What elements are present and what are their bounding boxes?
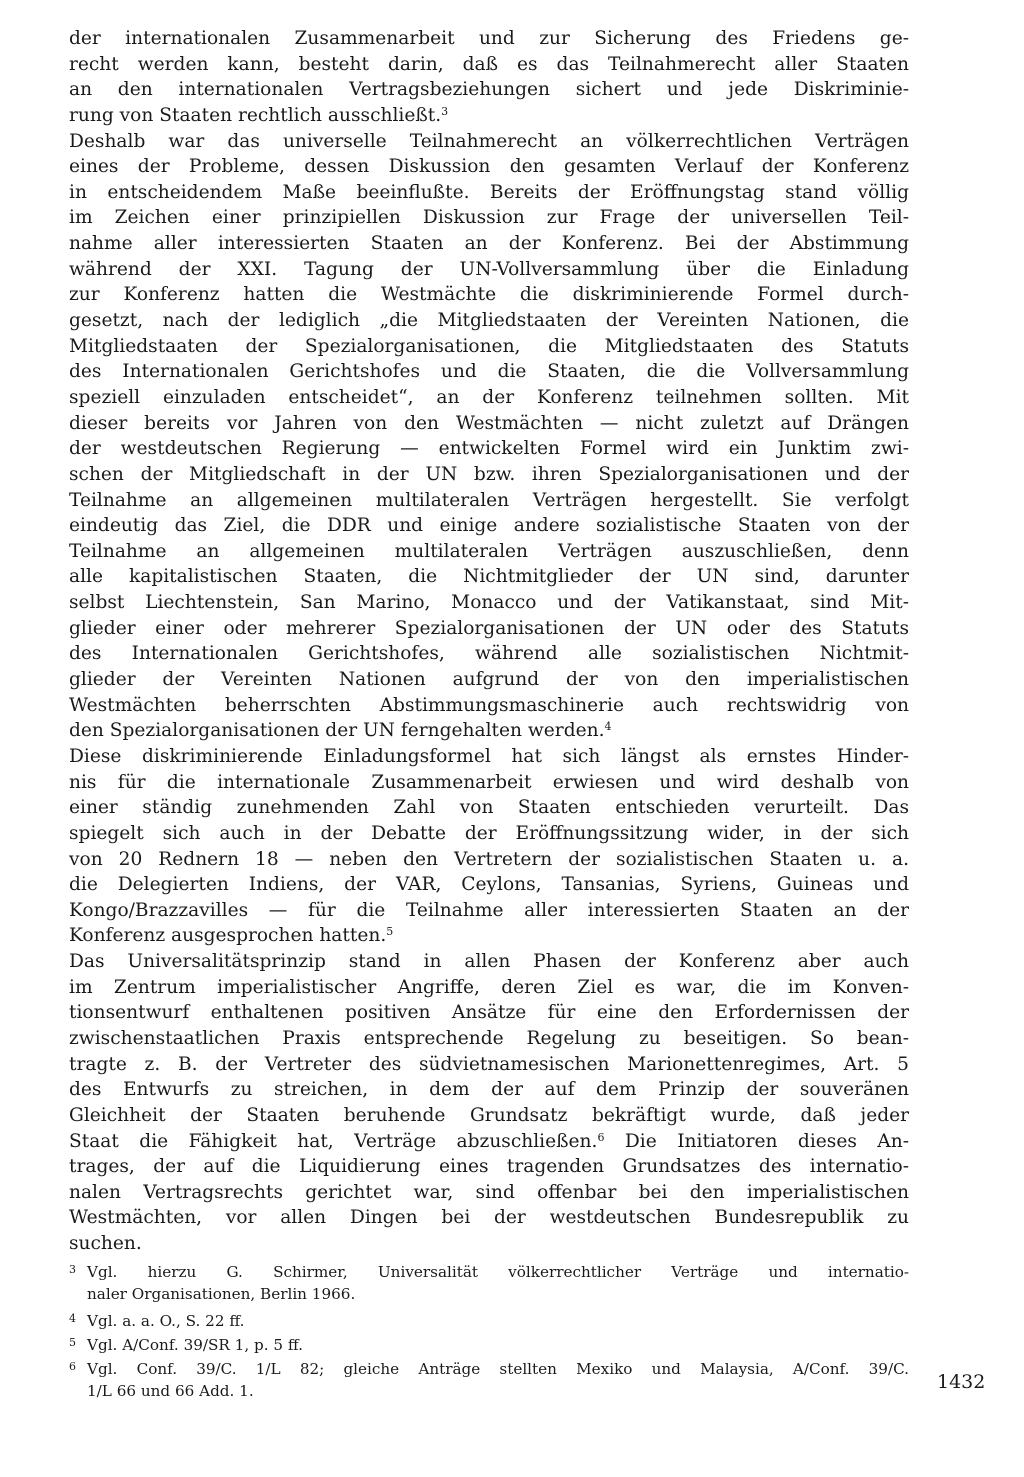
footnotes [69, 1258, 909, 1404]
text-line [69, 129, 909, 155]
page-number: 1432 [937, 1371, 986, 1393]
text-line [69, 411, 909, 437]
text-line-content: der westdeutschen Regierung — entwickelten Formel wird ein Junktim zwi- [69, 438, 909, 460]
text-line [69, 693, 909, 719]
footnote-line [69, 1355, 909, 1379]
text-line [69, 590, 909, 616]
text-line [69, 488, 909, 514]
text-line [69, 847, 909, 873]
text-line-content: rung von Staaten rechtlich ausschließt. [69, 104, 442, 126]
text-line-content: nalen Vertragsrechts gerichtet war, sind offenbar bei den imperialistischen [69, 1181, 909, 1203]
text-line-content: zwischenstaatlichen Praxis entsprechende Regelung zu beseitigen. So bean- [69, 1027, 909, 1049]
text-line [69, 744, 909, 770]
text-line [69, 308, 909, 334]
text-line [69, 180, 909, 206]
text-line-content: der internationalen Zusammenarbeit und zur Sicherung des Friedens ge- [69, 28, 909, 49]
text-line-content: Deshalb war das universelle Teilnahmerecht an völkerrechtlichen Verträgen [69, 130, 909, 152]
footnote-reference: 6 [597, 1130, 605, 1144]
text-line-content: Konferenz ausgesprochen hatten. [69, 925, 387, 947]
text-line-content: eines der Probleme, dessen Diskussion den gesamten Verlauf der Konferenz [69, 156, 909, 178]
text-line [69, 1231, 909, 1257]
text-line [69, 539, 909, 565]
text-line-content: des Internationalen Gerichtshofes und die Staaten, die die Vollversammlung [69, 361, 909, 383]
text-line-content: die Delegierten Indiens, der VAR, Ceylons, Tansanias, Syriens, Guineas und [69, 874, 909, 896]
footnote-number: 5 [69, 1335, 76, 1349]
footnote-reference: 4 [604, 720, 612, 734]
text-line-content: Teilnahme an allgemeinen multilateralen Verträgen hergestellt. Sie verfolgt [69, 489, 909, 511]
text-line [69, 1103, 909, 1129]
footnote-line [69, 1282, 909, 1306]
text-line [69, 1052, 909, 1078]
text-line [69, 1180, 909, 1206]
text-line-content: trages, der auf die Liquidierung eines tragenden Grundsatzes des internatio- [69, 1156, 909, 1178]
text-line-content: von 20 Rednern 18 — neben den Vertretern der sozialistischen Staaten u. a. [69, 848, 909, 870]
footnote-text: naler Organisationen, Berlin 1966. [87, 1285, 356, 1304]
text-line [69, 436, 909, 462]
text-line-content: speziell einzuladen entscheidet“, an der Konferenz teilnehmen sollten. Mit [69, 386, 909, 408]
text-line [69, 616, 909, 642]
text-line [69, 949, 909, 975]
text-line [69, 718, 909, 744]
text-line-content: des Entwurfs zu streichen, in dem der auf dem Prinzip der souveränen [69, 1079, 909, 1101]
footnote-reference: 5 [386, 925, 394, 939]
text-line [69, 513, 909, 539]
text-line [69, 564, 909, 590]
text-line-content: des Internationalen Gerichtshofes, während alle sozialistischen Nichtmit- [69, 643, 909, 665]
text-line [69, 282, 909, 308]
footnote-text: Vgl. Conf. 39/C. 1/L 82; gleiche Anträge stellten Mexiko und Malaysia, A/Conf. 39/C. [87, 1360, 909, 1379]
text-line-content: einer ständig zunehmenden Zahl von Staaten entschieden verurteilt. Das [69, 797, 909, 819]
text-line [69, 385, 909, 411]
text-line [69, 26, 909, 52]
text-line-content: schen der Mitgliedschaft in der UN bzw. ihren Spezialorganisationen und der [69, 463, 909, 485]
text-line-content: nis für die internationale Zusammenarbeit erwiesen und wird deshalb von [69, 771, 909, 793]
footnote-number: 3 [69, 1263, 76, 1276]
text-line-content: suchen. [69, 1233, 142, 1255]
text-line-content: gesetzt, nach der lediglich „die Mitgliedstaaten der Vereinten Nationen, die [69, 310, 909, 332]
text-line [69, 923, 909, 949]
text-line-content: glieder der Vereinten Nationen aufgrund der von den imperialistischen [69, 669, 909, 691]
footnote-number: 6 [69, 1360, 76, 1374]
text-line [69, 52, 909, 78]
text-line-content: eindeutig das Ziel, die DDR und einige andere sozialistische Staaten von der [69, 515, 909, 537]
text-line [69, 154, 909, 180]
text-line-content: alle kapitalistischen Staaten, die Nichtmitglieder der UN sind, darunter [69, 566, 909, 588]
footnote-line [69, 1331, 909, 1355]
text-line-content: zur Konferenz hatten die Westmächte die diskriminierende Formel durch- [69, 284, 909, 306]
footnote-line [69, 1258, 909, 1282]
footnote-text: Vgl. A/Conf. 39/SR 1, p. 5 ff. [87, 1335, 303, 1354]
text-line [69, 872, 909, 898]
text-line [69, 1205, 909, 1231]
text-line-content: in entscheidendem Maße beeinflußte. Bereits der Eröffnungstag stand völlig [69, 181, 909, 203]
text-line-content: dieser bereits vor Jahren von den Westmächten — nicht zuletzt auf Drängen [69, 412, 909, 434]
text-line [69, 205, 909, 231]
text-line-content: selbst Liechtenstein, San Marino, Monacco und der Vatikanstaat, sind Mit- [69, 592, 909, 614]
text-line [69, 1154, 909, 1180]
text-line-content: im Zentrum imperialistischer Angriffe, deren Ziel es war, die im Konven- [69, 976, 909, 998]
text-line [69, 1077, 909, 1103]
footnote-reference: 3 [441, 104, 449, 118]
text-line-content: Westmächten beherrschten Abstimmungsmaschinerie auch rechtswidrig von [69, 694, 909, 716]
text-line-content: Westmächten, vor allen Dingen bei der westdeutschen Bundesrepublik zu [69, 1207, 909, 1229]
text-line [69, 1000, 909, 1026]
text-line-content: Gleichheit der Staaten beruhende Grundsatz bekräftigt wurde, daß jeder [69, 1104, 909, 1126]
text-line-content: tionsentwurf enthaltenen positiven Ansätze für eine den Erfordernissen der [69, 1002, 909, 1024]
footnote-line [69, 1307, 909, 1331]
text-line-content: recht werden kann, besteht darin, daß es das Teilnahmerecht aller Staaten [69, 53, 909, 75]
text-line [69, 770, 909, 796]
text-line-content: Mitgliedstaaten der Spezialorganisationen, die Mitgliedstaaten des Statuts [69, 335, 909, 357]
footnote-line [69, 1379, 909, 1403]
text-line [69, 334, 909, 360]
text-line [69, 257, 909, 283]
text-line [69, 641, 909, 667]
text-line-content: glieder einer oder mehrerer Spezialorganisationen der UN oder des Statuts [69, 617, 909, 639]
text-line-content: nahme aller interessierten Staaten an der Konferenz. Bei der Abstimmung [69, 233, 909, 255]
text-line-content: Kongo/Brazzavilles — für die Teilnahme aller interessierten Staaten an der [69, 899, 909, 921]
footnote-number: 4 [69, 1311, 76, 1325]
text-line-content: Teilnahme an allgemeinen multilateralen Verträgen auszuschließen, denn [69, 540, 909, 562]
text-line-content: den Spezialorganisationen der UN ferngehalten werden. [69, 720, 605, 742]
text-line [69, 1129, 909, 1155]
text-line [69, 462, 909, 488]
text-line-tail: Die Initiatoren dieses An- [604, 1130, 909, 1152]
text-line [69, 898, 909, 924]
footnote-text: Vgl. hierzu G. Schirmer, Universalität völkerrechtlicher Verträge und internatio- [87, 1263, 909, 1281]
text-line [69, 231, 909, 257]
footnote-text: 1/L 66 und 66 Add. 1. [87, 1382, 254, 1401]
text-line-content: Staat die Fähigkeit hat, Verträge abzuschließen. [69, 1130, 598, 1152]
text-line-content: spiegelt sich auch in der Debatte der Eröffnungssitzung wider, in der sich [69, 822, 909, 844]
text-line [69, 359, 909, 385]
text-line [69, 795, 909, 821]
text-line-content: während der XXI. Tagung der UN-Vollversammlung über die Einladung [69, 258, 909, 280]
text-line-content: tragte z. B. der Vertreter des südvietnamesischen Marionettenregimes, Art. 5 [69, 1053, 909, 1075]
text-line [69, 975, 909, 1001]
text-line [69, 667, 909, 693]
text-line-content: an den internationalen Vertragsbeziehungen sichert und jede Diskriminie- [69, 79, 909, 101]
text-line-content: im Zeichen einer prinzipiellen Diskussion zur Frage der universellen Teil- [69, 207, 909, 229]
text-line [69, 103, 909, 129]
footnote-text: Vgl. a. a. O., S. 22 ff. [87, 1311, 245, 1330]
text-line-content: Das Universalitätsprinzip stand in allen Phasen der Konferenz aber auch [69, 951, 909, 973]
text-line [69, 821, 909, 847]
text-line-content: Diese diskriminierende Einladungsformel hat sich längst als ernstes Hinder- [69, 745, 909, 767]
text-line [69, 1026, 909, 1052]
main-text [69, 26, 909, 1257]
text-line [69, 77, 909, 103]
